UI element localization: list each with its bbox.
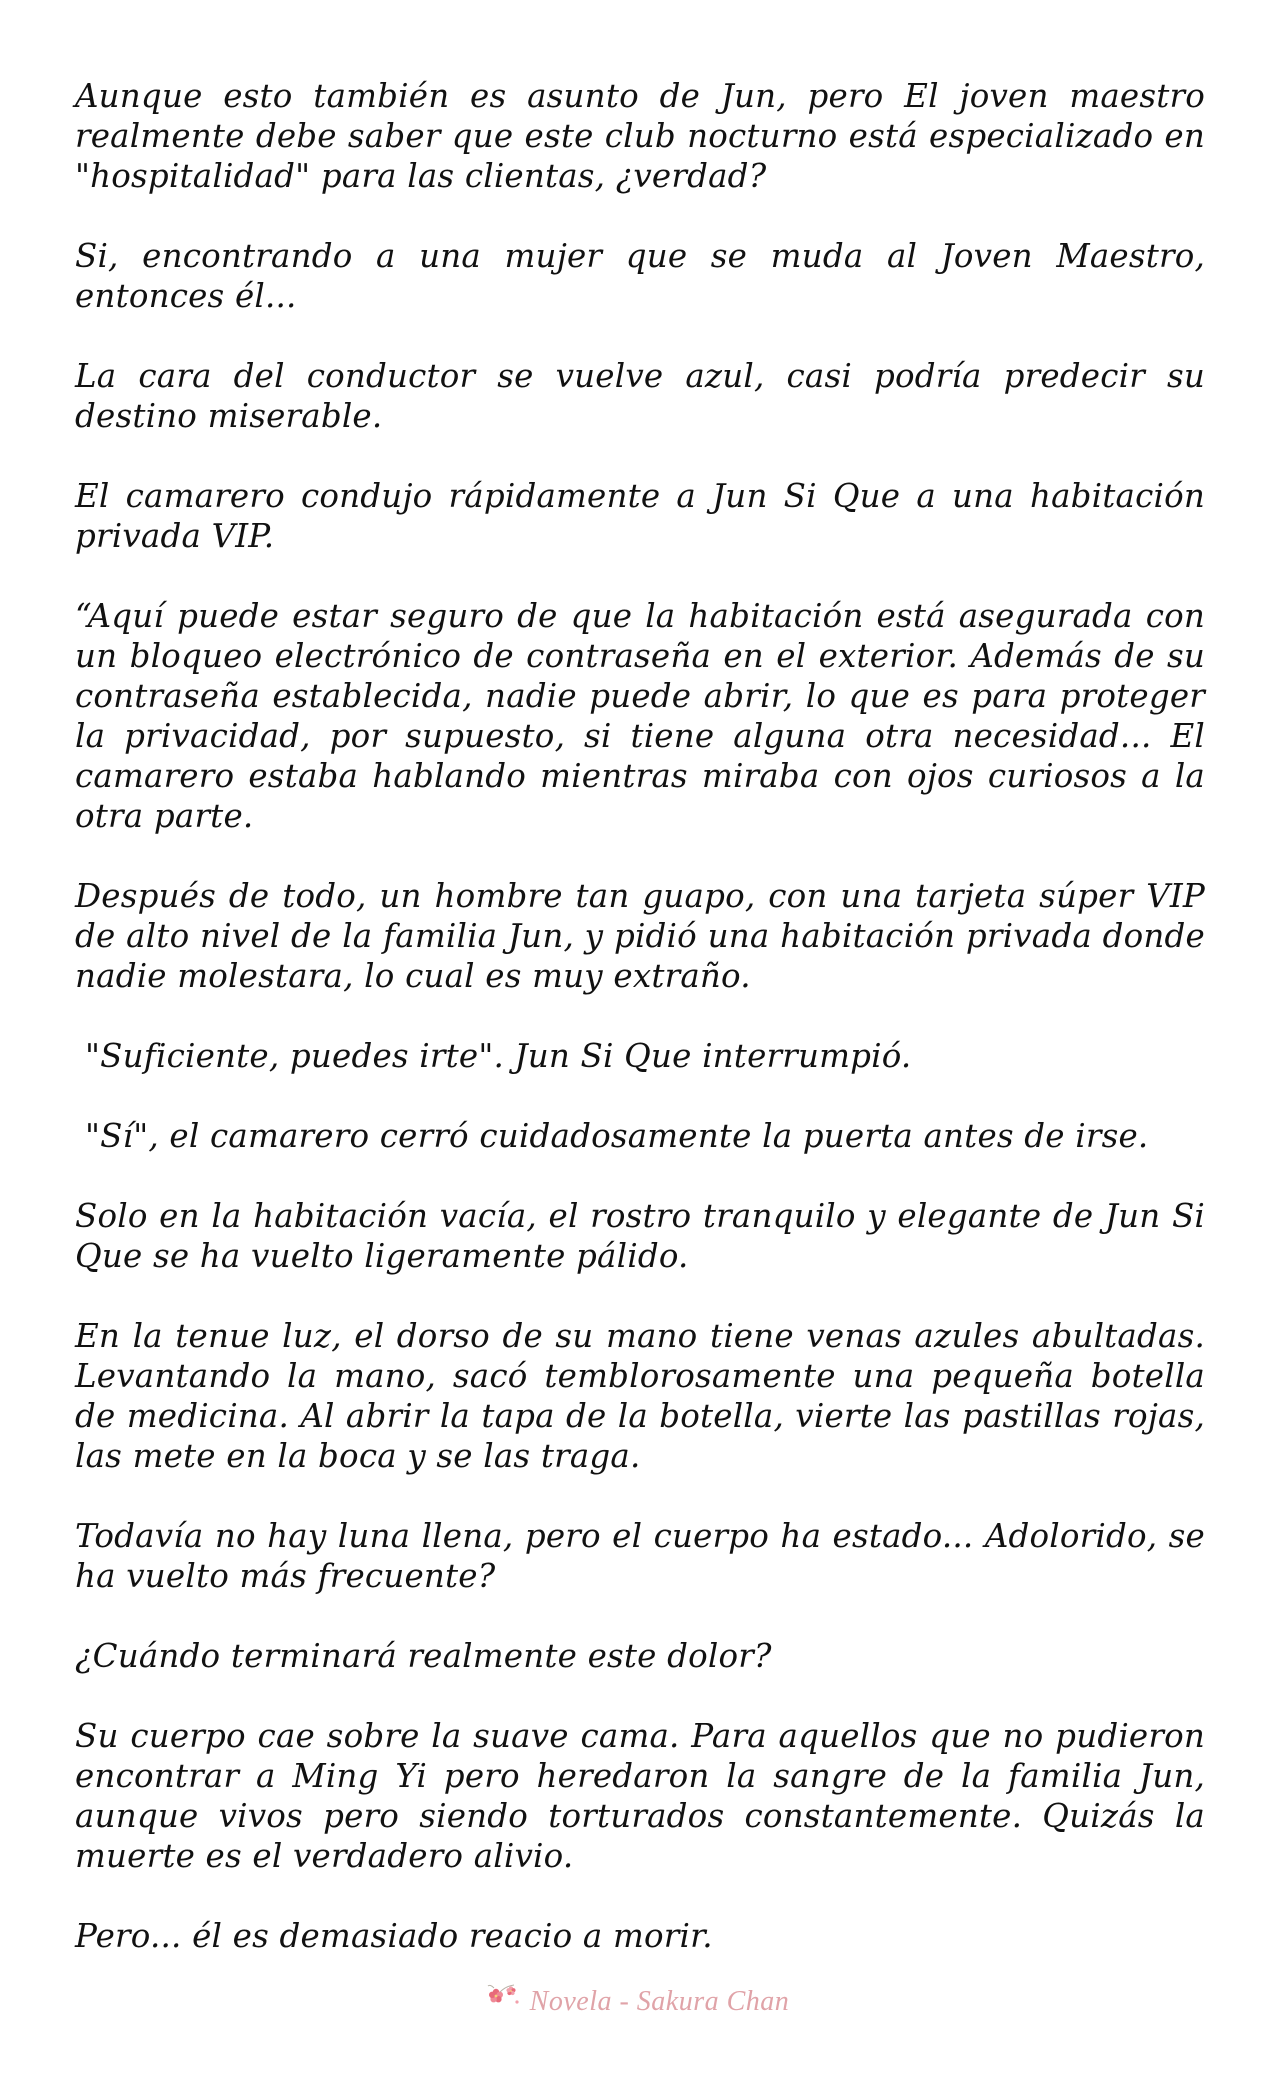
paragraph: Aunque esto también es asunto de Jun, pero El joven maestro realmente debe saber que este club nocturno está especializado en "hospitalidad" para las clientas, ¿verdad? [75,77,1205,195]
paragraph: Si, encontrando a una mujer que se muda al Joven Maestro, entonces él... [75,237,1205,315]
document-body [75,76,1205,1996]
paragraph: Solo en la habitación vacía, el rostro tranquilo y elegante de Jun Si Que se ha vuelto ligeramente pálido. [75,1197,1205,1275]
paragraph: Pero... él es demasiado reacio a morir. [75,1917,713,1955]
paragraph: Después de todo, un hombre tan guapo, con una tarjeta súper VIP de alto nivel de la familia Jun, y pidió una habitación privada donde nadie molestara, lo cual es muy extraño. [75,877,1205,995]
paragraph: “Aquí puede estar seguro de que la habitación está asegurada con un bloqueo electrónico de contraseña en el exterior. Además de su contraseña establecida, nadie puede abrir, lo que es para proteger la privacidad, por supuesto, si tiene alguna otra necesidad... El camarero estaba hablando mientras miraba con ojos curiosos a la otra parte. [75,597,1205,835]
footer-text: Novela - Sakura Chan [529,1986,790,2017]
cherry-blossom-icon [486,1982,522,2012]
paragraph: En la tenue luz, el dorso de su mano tiene venas azules abultadas. Levantando la mano, sacó temblorosamente una pequeña botella de medicina. Al abrir la tapa de la botella, vierte las pastillas rojas, las mete en la boca y se las traga. [75,1317,1205,1475]
paragraph: ¿Cuándo terminará realmente este dolor? [75,1637,772,1675]
paragraph: Todavía no hay luna llena, pero el cuerpo ha estado... Adolorido, se ha vuelto más frecuente? [75,1517,1205,1595]
paragraph: "Suficiente, puedes irte". Jun Si Que interrumpió. [85,1037,912,1075]
paragraph: La cara del conductor se vuelve azul, casi podría predecir su destino miserable. [75,357,1205,435]
paragraph: El camarero condujo rápidamente a Jun Si Que a una habitación privada VIP. [75,477,1205,555]
paragraph: "Sí", el camarero cerró cuidadosamente la puerta antes de irse. [85,1117,1149,1155]
paragraph: Su cuerpo cae sobre la suave cama. Para aquellos que no pudieron encontrar a Ming Yi pero heredaron la sangre de la familia Jun, aunque vivos pero siendo torturados constantemente. Quizás la muerte es el verdadero alivio. [75,1717,1205,1875]
footer-watermark [0,1986,1275,2018]
